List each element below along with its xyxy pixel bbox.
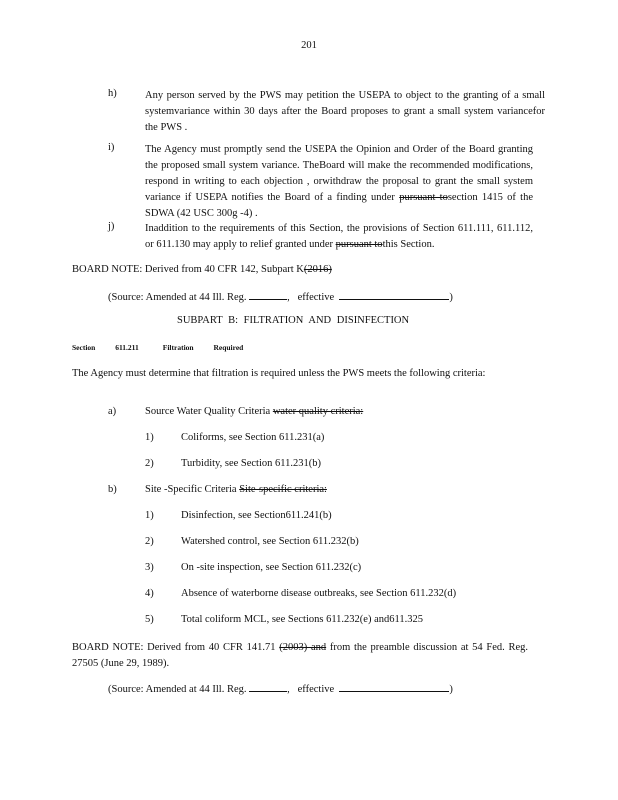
subitem-text: Absence of waterborne disease outbreaks, see Section 611.232(d) xyxy=(181,588,457,599)
subitem-label: 5) xyxy=(145,614,154,625)
page-number: 201 xyxy=(301,40,317,51)
board-note-2: BOARD NOTE: Derived from 40 CFR 141.71 (2003) and from the preamble discussion at 54 Fed. Reg. 27505 (June 29, 1989). xyxy=(72,642,529,669)
subitem-label: 1) xyxy=(145,432,154,443)
subitem-label: 1) xyxy=(145,510,154,521)
subitem-text: Turbidity, see Section 611.231(b) xyxy=(181,458,321,469)
subitem-text: Watershed control, see Section 611.232(b) xyxy=(181,536,359,547)
blank-line xyxy=(249,289,287,300)
struck-text: pursuant to xyxy=(399,192,448,203)
section-heading: Section 611.211 Filtration Required xyxy=(72,343,244,352)
subitem-text: Coliforms, see Section 611.231(a) xyxy=(181,432,325,443)
criteria-label-b: b) xyxy=(108,484,117,495)
subitem-label: 2) xyxy=(145,536,154,547)
item-label-j: j) xyxy=(108,221,115,232)
item-label-h: h) xyxy=(108,88,117,99)
source-note-2: (Source: Amended at 44 Ill. Reg. , effective ) xyxy=(108,681,453,695)
board-note-1: BOARD NOTE: Derived from 40 CFR 142, Subpart K(2016) xyxy=(72,264,332,275)
struck-text: Site-specific criteria: xyxy=(239,484,327,495)
criteria-label-a: a) xyxy=(108,406,117,417)
item-text-j: Inaddition to the requirements of this Section, the provisions of Section 611.111, 611.112, or 611.130 may apply to relief granted under pursuant tothis Section. xyxy=(145,223,533,250)
blank-line xyxy=(339,289,449,300)
blank-line xyxy=(339,681,449,692)
source-note-1: (Source: Amended at 44 Ill. Reg. , effective ) xyxy=(108,289,453,303)
subitem-text: Disinfection, see Section611.241(b) xyxy=(181,510,332,521)
item-text-i: The Agency must promptly send the USEPA the Opinion and Order of the Board granting the proposed small system variance. TheBoard will make the recommended modifications, respond in writing to each objection , orwithdraw the proposal to grant the small system variance if USEPA notifies the Board of a finding under pursuant tosection 1415 of the SDWA (42 USC 300g -4) . xyxy=(145,144,534,219)
intro-paragraph: The Agency must determine that filtration is required unless the PWS meets the following criteria: xyxy=(72,368,486,379)
subitem-label: 2) xyxy=(145,458,154,469)
struck-text: water quality criteria: xyxy=(272,406,364,417)
subitem-text: On -site inspection, see Section 611.232(c) xyxy=(181,562,362,573)
subitem-text: Total coliform MCL, see Sections 611.232(e) and611.325 xyxy=(181,614,423,625)
criteria-text-a: Source Water Quality Criteria water quality criteria: xyxy=(145,406,364,417)
criteria-text-b: Site -Specific Criteria Site-specific criteria: xyxy=(145,484,327,495)
subitem-label: 3) xyxy=(145,562,154,573)
struck-text: (2003) and xyxy=(279,642,327,653)
blank-line xyxy=(249,681,287,692)
struck-text: (2016) xyxy=(303,264,332,275)
item-label-i: i) xyxy=(108,142,115,153)
subpart-heading: SUBPART B: FILTRATION AND DISINFECTION xyxy=(177,315,410,326)
struck-text: pursuant to xyxy=(335,239,383,250)
subitem-label: 4) xyxy=(145,588,154,599)
item-text-h: Any person served by the PWS may petition the USEPA to object to the granting of a small systemvariance within 30 days after the Board proposes to grant a small system variancefor the PWS . xyxy=(145,90,545,133)
